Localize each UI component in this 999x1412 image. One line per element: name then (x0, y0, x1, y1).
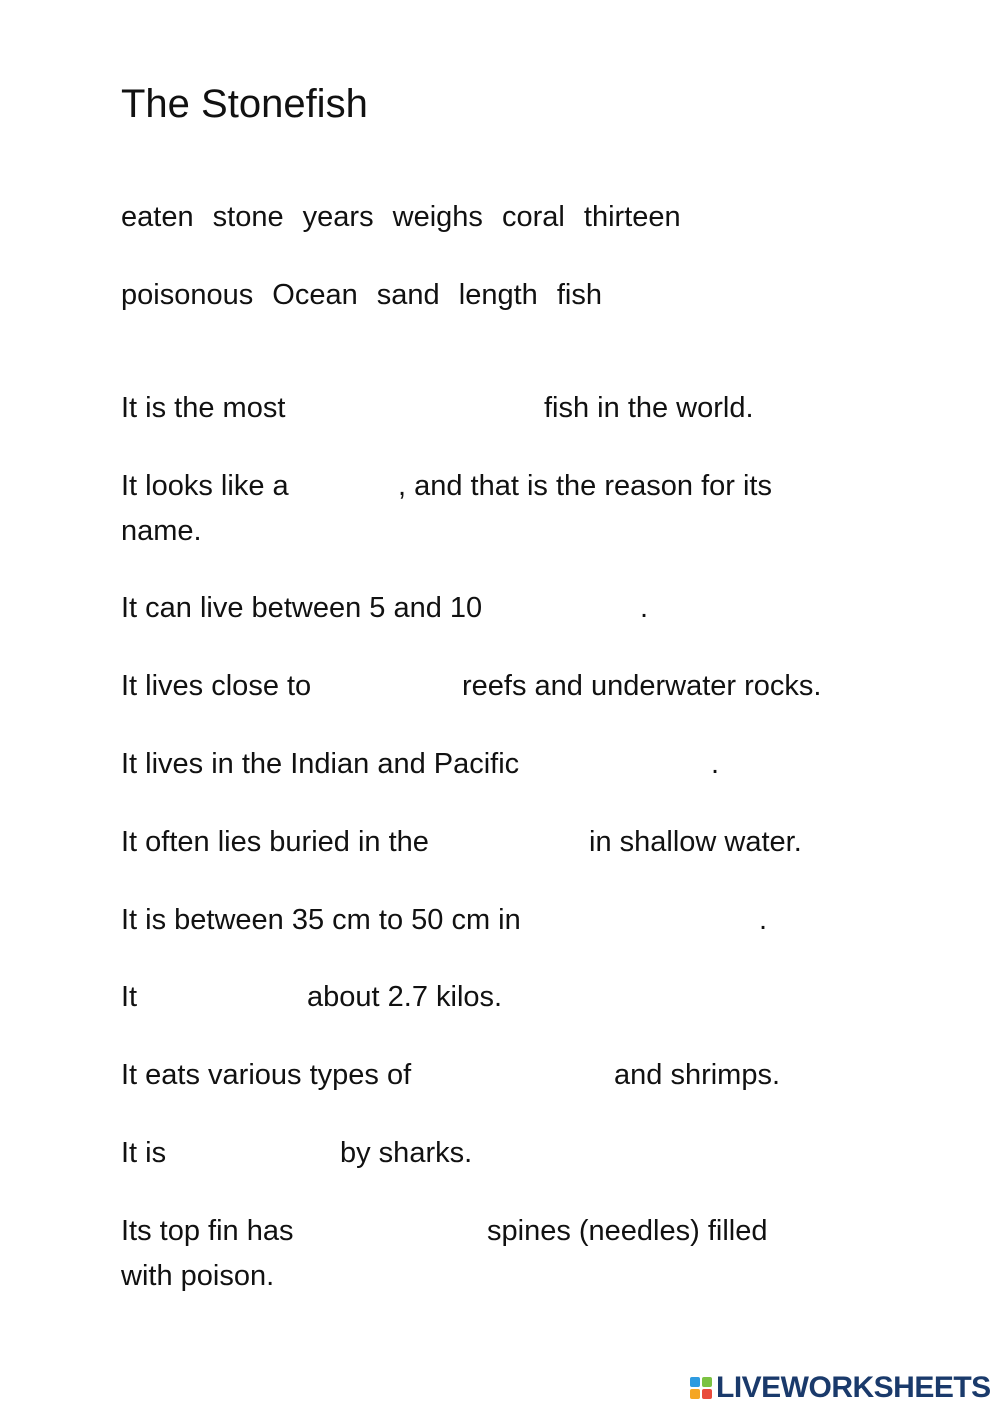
word-bank-word: years (302, 201, 374, 233)
sentence-text-before: It looks like a (121, 470, 289, 502)
word-bank-row-1 (121, 199, 692, 235)
logo-square (690, 1389, 700, 1399)
word-bank-word: coral (501, 201, 565, 233)
logo-square (690, 1377, 700, 1387)
word-bank-word: fish (556, 279, 602, 311)
word-bank-row-2 (121, 277, 613, 313)
answer-blank[interactable] (543, 586, 638, 626)
answer-blank[interactable] (181, 1131, 336, 1171)
sentence-text-after: . (640, 592, 649, 624)
answer-blank[interactable] (481, 820, 586, 860)
sentence-text-after: spines (needles) filled (487, 1215, 768, 1247)
sentence-text-after: , and that is the reason for its (398, 470, 772, 502)
liveworksheets-logo (690, 1370, 991, 1406)
sentence-text-continued: with poison. (121, 1260, 275, 1292)
answer-blank[interactable] (319, 464, 397, 504)
sentence-text-after: . (711, 748, 720, 780)
logo-square (702, 1377, 712, 1387)
word-bank-word: Ocean (272, 279, 358, 311)
sentence-text-before: It can live between 5 and 10 (121, 592, 483, 624)
word-bank-word: length (458, 279, 538, 311)
answer-blank[interactable] (587, 898, 757, 938)
sentence-text-before: It often lies buried in the (121, 826, 429, 858)
logo-text: LIVEWORKSHEETS (716, 1371, 991, 1404)
logo-square (702, 1389, 712, 1399)
sentence-text-after: in shallow water. (589, 826, 802, 858)
word-bank-word: thirteen (583, 201, 681, 233)
sentence-text-before: It lives close to (121, 670, 312, 702)
sentence-text-before: It eats various types of (121, 1059, 412, 1091)
sentence-text-after: reefs and underwater rocks. (462, 670, 822, 702)
sentence-text-before: It lives in the Indian and Pacific (121, 748, 520, 780)
answer-blank[interactable] (346, 664, 458, 704)
sentence-text-before: It is (121, 1137, 167, 1169)
sentence-text-after: by sharks. (340, 1137, 473, 1169)
sentence-text-before: It is the most (121, 392, 286, 424)
answer-blank[interactable] (145, 975, 305, 1015)
page-title: The Stonefish (121, 82, 368, 126)
word-bank-word: stone (212, 201, 284, 233)
liveworksheets-logo-icon (690, 1377, 712, 1399)
word-bank-word: sand (376, 279, 440, 311)
word-bank-word: eaten (121, 201, 194, 233)
answer-blank[interactable] (463, 1053, 611, 1093)
word-bank-word: weighs (392, 201, 483, 233)
word-bank-word: poisonous (121, 279, 254, 311)
sentence-text-before: Its top fin has (121, 1215, 294, 1247)
sentence-text-after: fish in the world. (544, 392, 754, 424)
sentence-text-before: It is between 35 cm to 50 cm in (121, 904, 521, 936)
sentence-text-after: and shrimps. (614, 1059, 781, 1091)
sentence-text-after: . (759, 904, 768, 936)
answer-blank[interactable] (586, 742, 708, 782)
sentence-text-before: It (121, 981, 138, 1013)
sentence-text-continued: name. (121, 515, 202, 547)
answer-blank[interactable] (316, 386, 541, 426)
sentence-text-after: about 2.7 kilos. (307, 981, 503, 1013)
answer-blank[interactable] (326, 1209, 484, 1249)
